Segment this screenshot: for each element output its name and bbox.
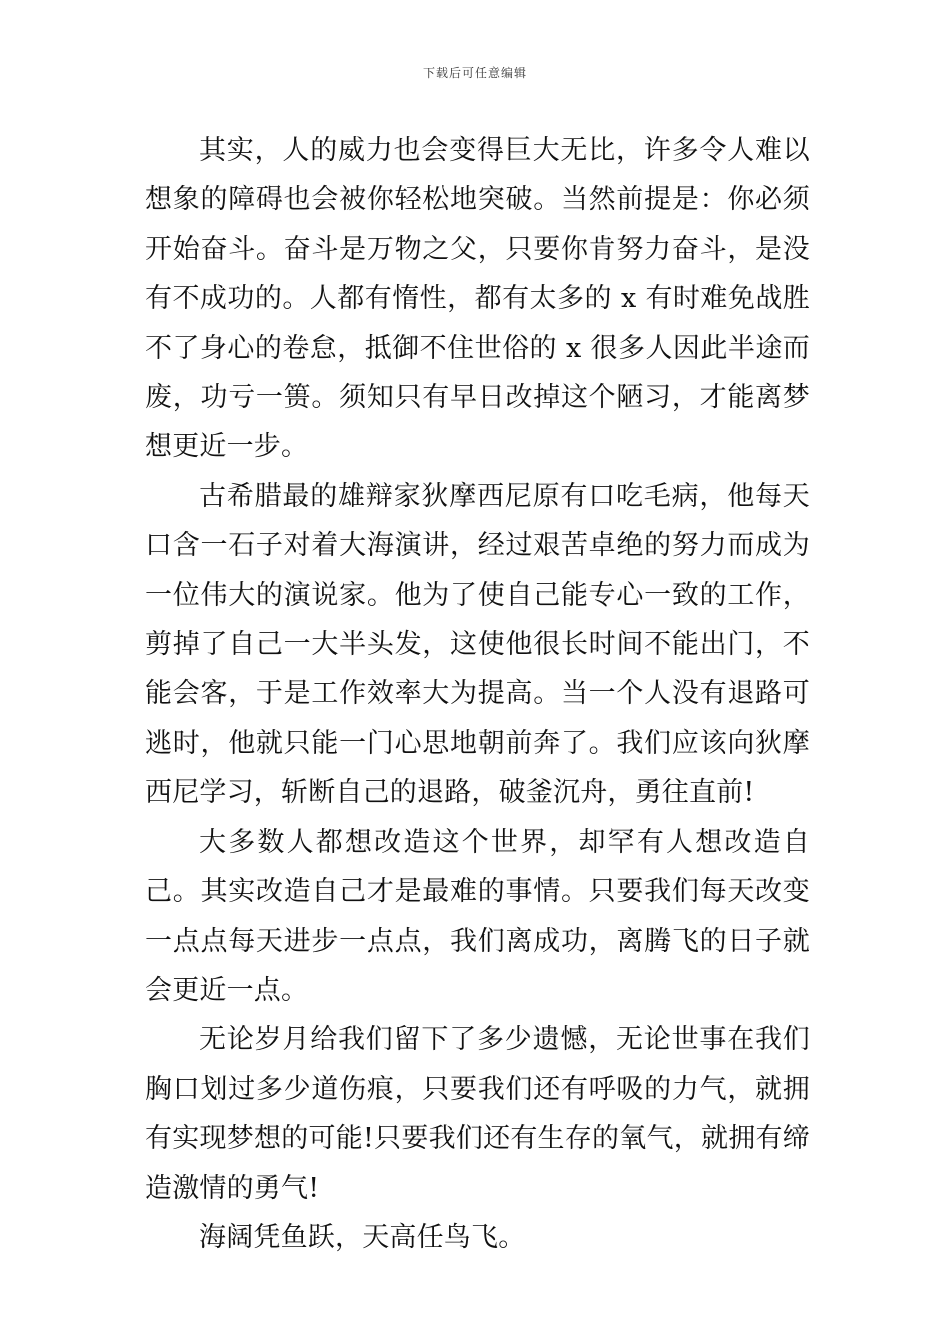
paragraph-5: 海阔凭鱼跃，天高任鸟飞。	[199, 1221, 526, 1253]
paragraph-2: 古希腊最的雄辩家狄摩西尼原有口吃毛病，他每天口含一石子对着大海演讲，经过艰苦卓绝的努力而成为一位伟大的演说家。他为了使自己能专心一致的工作，剪掉了自己一大半头发，这使他很长时间不能出门，不能会客，于是工作效率大为提高。当一个人没有退路可逃时，他就只能一门心思地朝前奔了。我们应该向狄摩西尼学习，斩断自己的退路，破釜沉舟，勇往直前!	[145, 480, 810, 809]
paragraph-1: 其实，人的威力也会变得巨大无比，许多令人难以想象的障碍也会被你轻松地突破。当然前提是：你必须开始奋斗。奋斗是万物之父，只要你肯努力奋斗，是没有不成功的。人都有惰性，都有太多的 x 有时难免战胜不了身心的卷怠，抵御不住世俗的 x 很多人因此半途而废，功亏一篑。须知只有早日改掉这个陋习，才能离梦想更近一步。	[145, 135, 810, 463]
page-header: 下载后可任意编辑	[422, 66, 527, 80]
paragraph-3: 大多数人都想改造这个世界，却罕有人想改造自己。其实改造自己才是最难的事情。只要我们每天改变一点点每天进步一点点，我们离成功，离腾飞的日子就会更近一点。	[145, 826, 810, 1006]
paragraph-4: 无论岁月给我们留下了多少遗憾，无论世事在我们胸口划过多少道伤痕，只要我们还有呼吸的力气，就拥有实现梦想的可能!只要我们还有生存的氧气，就拥有缔造激情的勇气!	[145, 1024, 810, 1204]
document-body	[145, 126, 810, 1262]
